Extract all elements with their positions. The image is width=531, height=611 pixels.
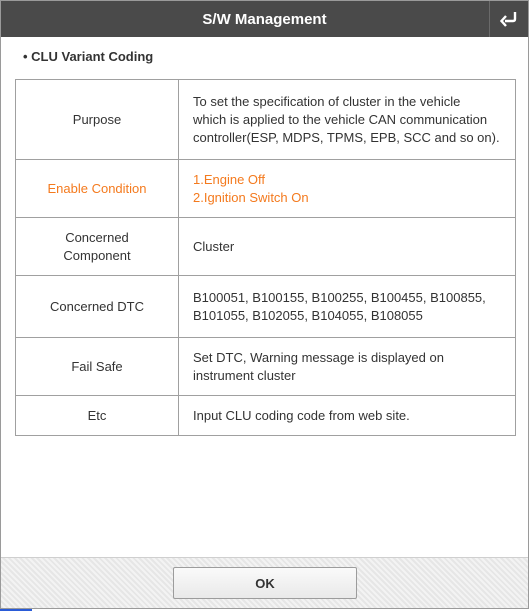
value-line: Cluster [193,238,235,254]
title-bar [1,1,528,37]
table-row [16,160,516,218]
value-line: B100051, B100155, B100255, B100455, B100855, [193,289,486,305]
back-button[interactable] [489,1,528,37]
dialog-footer [1,557,528,608]
row-label-concerned-component [16,218,179,276]
table-row [16,396,516,436]
row-value-purpose [179,80,516,160]
ok-button[interactable]: OK [173,567,357,599]
row-value-enable-condition [179,160,516,218]
row-label-fail-safe: Fail Safe [16,338,179,396]
label-line: Concerned [65,229,129,245]
table-row [16,276,516,338]
value-line: B101055, B102055, B104055, B108055 [193,307,423,323]
row-label-concerned-dtc: Concerned DTC [16,276,179,338]
section-title: • CLU Variant Coding [23,49,154,64]
value-line: 2.Ignition Switch On [193,189,309,205]
row-value-concerned-dtc [179,276,516,338]
row-label-purpose: Purpose [16,80,179,160]
value-line: Set DTC, Warning message is displayed on [193,349,444,365]
value-line: controller(ESP, MDPS, TPMS, EPB, SCC and so on). [193,129,500,145]
value-line: To set the specification of cluster in the vehicle [193,93,461,109]
row-value-etc [179,396,516,436]
info-table [15,79,516,436]
row-label-enable-condition: Enable Condition [16,160,179,218]
table-row [16,80,516,160]
row-value-fail-safe [179,338,516,396]
row-value-concerned-component [179,218,516,276]
table-row [16,338,516,396]
return-arrow-icon [500,11,518,27]
value-line: Input CLU coding code from web site. [193,407,410,423]
dialog-title: S/W Management [202,10,327,28]
value-line: 1.Engine Off [193,171,266,187]
label-line: Component [63,247,131,263]
value-line: which is applied to the vehicle CAN communication [193,111,488,127]
row-label-etc: Etc [16,396,179,436]
value-line: instrument cluster [193,367,296,383]
table-row [16,218,516,276]
